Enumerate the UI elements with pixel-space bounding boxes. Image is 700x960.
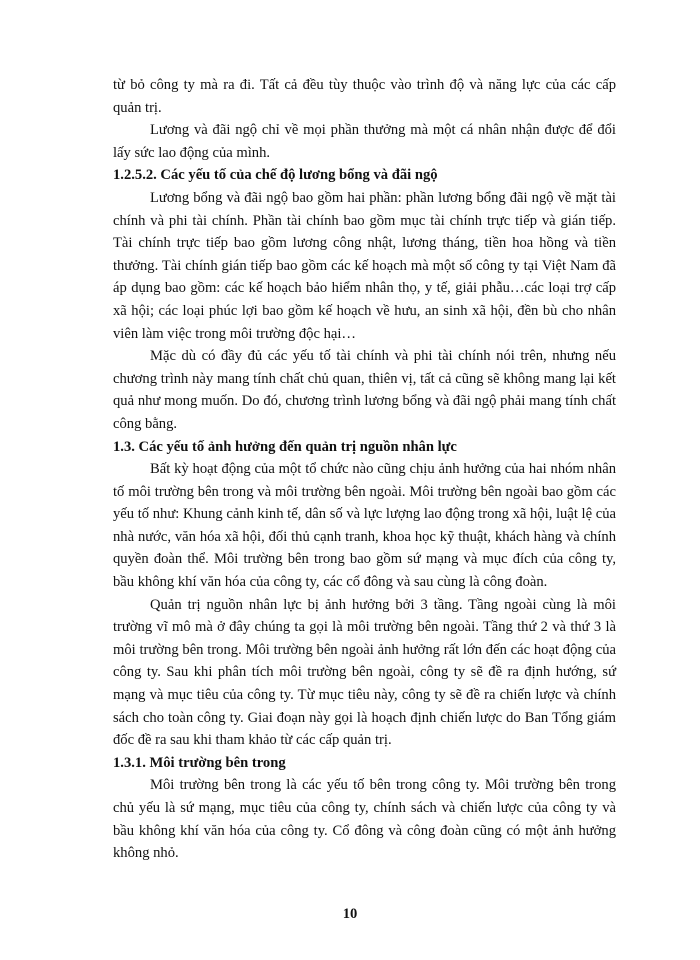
paragraph: Môi trường bên trong là các yếu tố bên trong công ty. Môi trường bên trong chủ yếu là sứ mạng, mục tiêu của công ty, chính sách và chiến lược của công ty và bầu không khí văn hóa của công ty. Cổ đông và công đoàn cũng có một ảnh hưởng không nhỏ.	[113, 777, 616, 862]
paragraph: Lương và đãi ngộ chỉ về mọi phần thưởng mà một cá nhân nhận được để đổi lấy sức lao động của mình.	[113, 122, 616, 161]
section-heading: 1.3.1. Môi trường bên trong	[113, 754, 286, 771]
paragraph: Mặc dù có đầy đủ các yếu tố tài chính và phi tài chính nói trên, nhưng nếu chương trình này mang tính chất chủ quan, thiên vị, tất cả cũng sẽ không mang lại kết quả như mong muốn. Do đó, chương trình lương bổng và đãi ngộ phải mang tính chất công bằng.	[113, 348, 616, 432]
paragraph: Quản trị nguồn nhân lực bị ảnh hưởng bởi 3 tầng. Tầng ngoài cùng là môi trường vĩ mô mà ở đây chúng ta gọi là môi trường bên ngoài. Tầng thứ 2 và thứ 3 là môi trường bên trong. Môi trường bên ngoài ảnh hưởng rất lớn đến các hoạt động của công ty. Sau khi phân tích môi trường bên ngoài, công ty sẽ đề ra định hướng, sứ mạng và mục tiêu của công ty. Từ mục tiêu này, công ty sẽ đề ra chiến lược và chính sách cho toàn công ty. Giai đoạn này gọi là hoạch định chiến lược do Ban Tổng giám đốc đề ra sau khi tham khảo từ các cấp quản trị.	[113, 596, 616, 749]
section-heading: 1.3. Các yếu tố ảnh hưởng đến quản trị nguồn nhân lực	[113, 438, 457, 455]
paragraph: Lương bổng và đãi ngộ bao gồm hai phần: phần lương bổng đãi ngộ về mặt tài chính và phi tài chính. Phần tài chính bao gồm mục tài chính trực tiếp và gián tiếp. Tài chính trực tiếp bao gồm lương công nhật, lương tháng, tiền hoa hồng và tiền thưởng. Tài chính gián tiếp bao gồm các kế hoạch mà một số công ty tại Việt Nam đã áp dụng bao gồm: các kế hoạch bảo hiểm nhân thọ, y tế, giải phẫu…các loại trợ cấp xã hội; các loại phúc lợi bao gồm kế hoạch về hưu, an sinh xã hội, đền bù cho nhân viên làm việc trong môi trường độc hại…	[113, 189, 616, 342]
page-number: 10	[342, 906, 358, 922]
paragraph: từ bỏ công ty mà ra đi. Tất cả đều tùy thuộc vào trình độ và năng lực của các cấp quản trị.	[113, 77, 616, 116]
section-heading: 1.2.5.2. Các yếu tố của chế độ lương bổng và đãi ngộ	[113, 167, 438, 184]
paragraph: Bất kỳ hoạt động của một tổ chức nào cũng chịu ảnh hưởng của hai nhóm nhân tố môi trường bên trong và môi trường bên ngoài. Môi trường bên ngoài bao gồm các yếu tố như: Khung cảnh kinh tế, dân số và lực lượng lao động trong xã hội, luật lệ của nhà nước, văn hóa xã hội, đối thủ cạnh tranh, khoa học kỹ thuật, khách hàng và chính quyền đoàn thể. Môi trường bên trong bao gồm sứ mạng và mục đích của công ty, bầu không khí văn hóa của công ty, các cổ đông và sau cùng là công đoàn.	[113, 461, 616, 591]
